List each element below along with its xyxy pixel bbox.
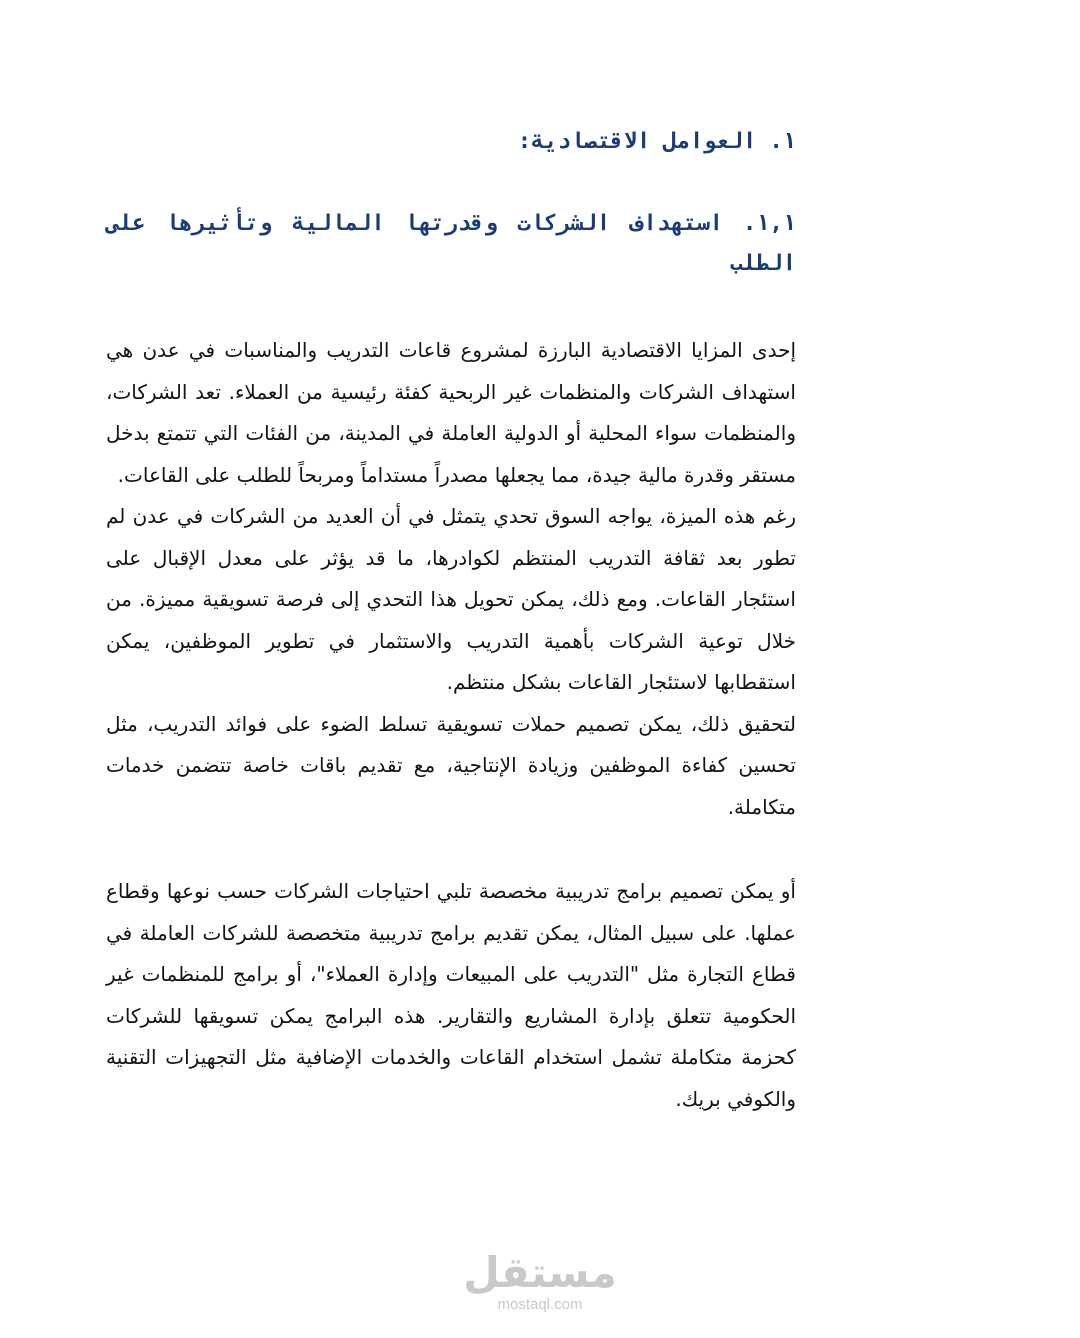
paragraph: لتحقيق ذلك، يمكن تصميم حملات تسويقية تسلط الضوء على فوائد التدريب، مثل تحسين كفاءة الموظفين وزيادة الإنتاجية، مع تقديم باقات خاصة تتضمن خدمات متكاملة. — [106, 711, 796, 819]
document-body — [106, 120, 796, 1120]
paragraph: رغم هذه الميزة، يواجه السوق تحدي يتمثل في أن العديد من الشركات في عدن لم تطور بعد ثقافة التدريب المنتظم لكوادرها، ما قد يؤثر على معدل الإقبال على استئجار القاعات. ومع ذلك، يمكن تحويل هذا التحدي إلى فرصة تسويقية مميزة. من خلال توعية الشركات بأهمية التدريب والاستثمار في تطوير الموظفين، يمكن استقطابها لاستئجار القاعات بشكل منتظم. — [106, 504, 796, 694]
paragraph: أو يمكن تصميم برامج تدريبية مخصصة تلبي احتياجات الشركات حسب نوعها وقطاع عملها. على سبيل المثال، يمكن تقديم برامج تدريبية متخصصة للشركات العاملة في قطاع التجارة مثل "التدريب على المبيعات وإدارة العملاء"، أو برامج للمنظمات غير الحكومية تتعلق بإدارة المشاريع والتقارير. هذه البرامج يمكن تسويقها للشركات كحزمة متكاملة تشمل استخدام القاعات والخدمات الإضافية مثل التجهيزات التقنية والكوفي بريك. — [106, 879, 796, 1111]
watermark-url: mostaql.com — [497, 1296, 583, 1313]
watermark — [462, 1248, 618, 1314]
subsection-heading: ١,١. استهداف الشركات وقدرتها المالية وتأثيرها على الطلب — [106, 211, 796, 276]
watermark-logo: مستقل — [463, 1248, 617, 1297]
section-heading: ١. العوامل الاقتصادية: — [517, 129, 796, 154]
paragraph: إحدى المزايا الاقتصادية البارزة لمشروع قاعات التدريب والمناسبات في عدن هي استهداف الشركات والمنظمات غير الربحية كفئة رئيسية من العملاء. تعد الشركات، والمنظمات سواء المحلية أو الدولية العاملة في المدينة، من الفئات التي تتمتع بدخل مستقر وقدرة مالية جيدة، مما يجعلها مصدراً مستداماً ومربحاً للطلب على القاعات. — [106, 338, 796, 487]
